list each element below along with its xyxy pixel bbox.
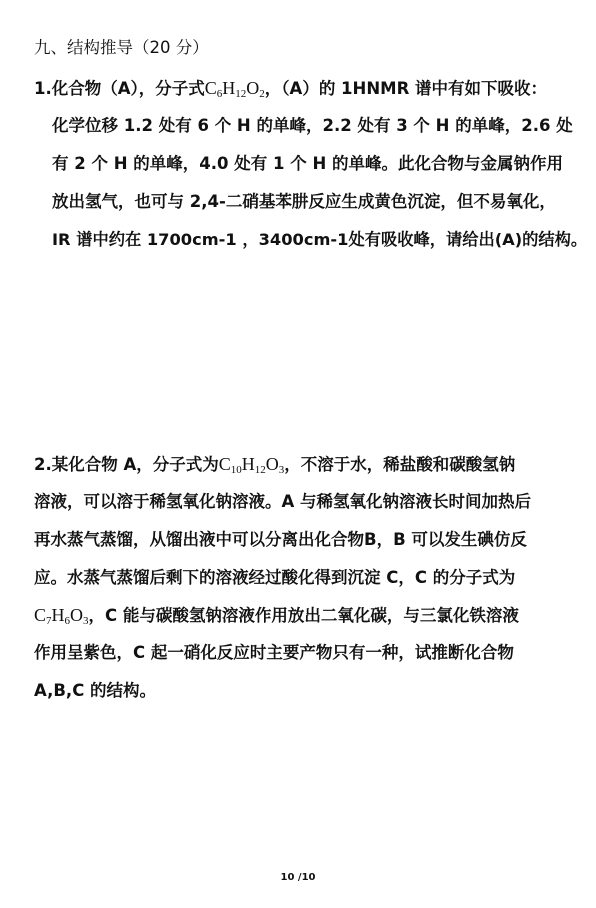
q2-line-4: 应。水蒸气蒸馏后剩下的溶液经过酸化得到沉淀 C，C 的分子式为 (34, 568, 516, 587)
q1-line-2: 化学位移 1.2 处有 6 个 H 的单峰，2.2 处有 3 个 H 的单峰，2.6 处 (52, 116, 573, 135)
q2-formula-a: $C_{10}H_{12}O_3$ (218, 454, 285, 476)
q2-formula-c: $C_7H_6O_3$ (34, 605, 89, 627)
q2-line-2: 溶液，可以溶于稀氢氧化钠溶液。A 与稀氢氧化钠溶液长时间加热后 (34, 492, 532, 511)
q2-line-7: A,B,C 的结构。 (34, 681, 157, 700)
q1-formula: $C_6H_{12}O_2$ (204, 78, 265, 100)
q1-number: 1. (34, 79, 52, 98)
q1-line-3: 有 2 个 H 的单峰，4.0 处有 1 个 H 的单峰。此化合物与金属钠作用 (52, 154, 564, 173)
q2-line-1 (34, 452, 515, 482)
q1-line-1 (34, 76, 547, 106)
q2-line-3: 再水蒸气蒸馏，从馏出液中可以分离出化合物B，B 可以发生碘仿反 (34, 530, 527, 549)
q1-line-4: 放出氢气，也可与 2,4-二硝基苯肼反应生成黄色沉淀，但不易氧化， (52, 192, 556, 211)
q1-line-5: IR 谱中约在 1700cm-1 ，3400cm-1处有吸收峰，请给出(A)的结构。 (52, 230, 588, 249)
q2-line-6: 作用呈紫色，C 起一硝化反应时主要产物只有一种，试推断化合物 (34, 643, 514, 662)
page-number: 10 /10 (280, 872, 316, 883)
q2-text-b: ，不溶于水，稀盐酸和碳酸氢钠 (284, 455, 516, 474)
section-title (34, 36, 209, 60)
q2-text-a: 某化合物 A，分子式为 (51, 455, 219, 474)
q1-text-a: 化合物（A），分子式 (51, 79, 205, 98)
section-title-text: 九、结构推导（20 分） (34, 38, 209, 57)
q2-line-5-text: ，C 能与碳酸氢钠溶液作用放出二氧化碳，与三氯化铁溶液 (88, 606, 519, 625)
q2-number: 2. (34, 455, 52, 474)
q1-text-b: ，（A）的 1HNMR 谱中有如下吸收： (264, 79, 548, 98)
q2-line-5 (34, 603, 519, 633)
